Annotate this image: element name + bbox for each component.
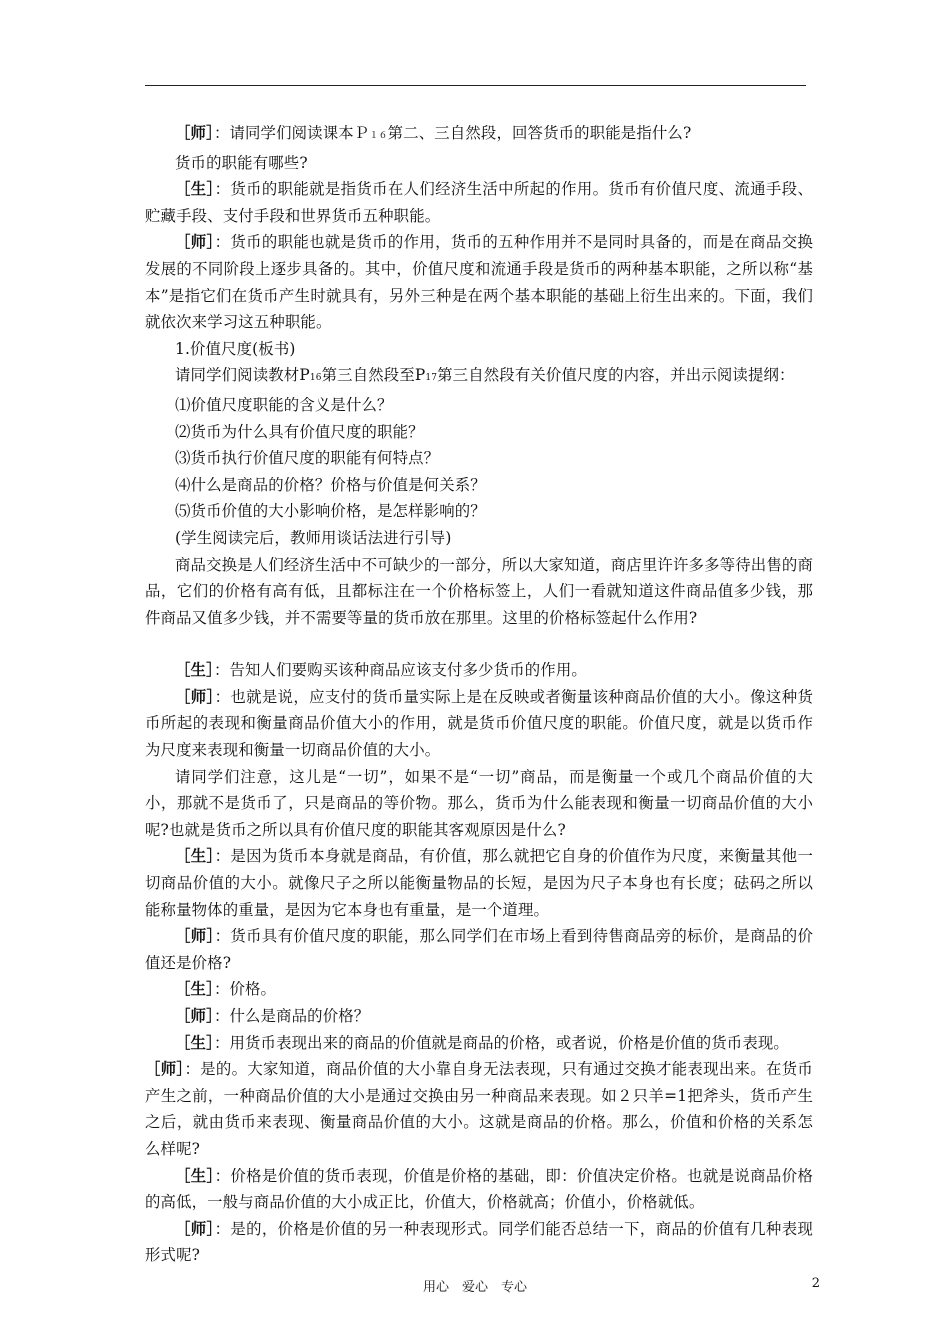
paragraph-text: ：用货币表现出来的商品的价值就是商品的价格，或者说，价格是价值的货币表现。 [213, 1033, 789, 1052]
paragraph-text: ：告知人们要购买该种商品应该支付多少货币的作用。 [213, 661, 587, 680]
page-subscript: 17 [425, 373, 438, 384]
paragraph [145, 843, 813, 923]
page-subscript: １６ [369, 131, 388, 141]
speaker-label: ［师］ [175, 1007, 214, 1025]
paragraph-text: ：是因为货币本身就是商品，有价值，那么就把它自身的价值作为尺度，来衡量其他一切商品价值的大小。就像尺子之所以能衡量物品的长短，是因为尺子本身也有长度；砝码之所以能称量物体的重量，是因为它本身也有重量，是一个道理。 [145, 847, 813, 919]
paragraph [145, 419, 813, 446]
speaker-label: ［师］ [175, 124, 214, 142]
paragraph [145, 120, 813, 150]
paragraph [145, 498, 813, 525]
paragraph-text: ⑷什么是商品的价格？价格与价值是何关系？ [175, 475, 486, 494]
paragraph-text: 第三自然段至P [321, 366, 426, 385]
paragraph [145, 176, 813, 229]
paragraph [145, 472, 813, 499]
paragraph [145, 1003, 813, 1030]
paragraph [145, 445, 813, 472]
document-body [145, 120, 813, 1269]
paragraph [145, 1056, 813, 1162]
paragraph [145, 1163, 813, 1216]
paragraph-text: 第二、三自然段，回答货币的职能是指什么? [387, 124, 692, 142]
speaker-label: ［生］ [175, 980, 214, 999]
speaker-label: ［师］ [175, 233, 215, 252]
paragraph-text: ：货币的职能就是指货币在人们经济生活中所起的作用。货币有价值尺度、流通手段、贮藏手段、支付手段和世界货币五种职能。 [145, 180, 813, 225]
paragraph-text: (学生阅读完后，教师用谈话法进行引导) [175, 528, 452, 547]
paragraph-text: ⑵货币为什么具有价值尺度的职能？ [175, 422, 424, 441]
paragraph [145, 362, 813, 392]
paragraph [145, 392, 813, 419]
paragraph [145, 229, 813, 335]
speaker-label: ［生］ [175, 661, 214, 680]
paragraph [145, 1216, 813, 1269]
paragraph [145, 764, 813, 844]
footer-motto: 用心 爱心 专心 [422, 1280, 527, 1295]
paragraph-text: 商品交换是人们经济生活中不可缺少的一部分，所以大家知道，商店里许许多多等待出售的商品，它们的价格有高有低，且都标注在一个价格标签上，人们一看就知道这件商品值多少钱，那件商品又值多少钱，并不需要等量的货币放在那里。这里的价格标签起什么作用? [145, 555, 813, 627]
page-subscript: 16 [309, 373, 322, 384]
page-footer [0, 1276, 950, 1296]
paragraph [145, 150, 813, 177]
speaker-label: ［师］ [175, 1219, 215, 1238]
speaker-label: ［师］ [175, 927, 215, 946]
paragraph [145, 976, 813, 1003]
paragraph [145, 657, 813, 684]
paragraph [145, 1030, 813, 1057]
paragraph-text: ⑶货币执行价值尺度的职能有何特点？ [175, 449, 440, 468]
paragraph-text: ：什么是商品的价格？ [213, 1007, 370, 1025]
paragraph [145, 336, 813, 363]
header-rule [145, 85, 806, 86]
speaker-label: ［生］ [175, 180, 215, 199]
page-number: 2 [811, 1276, 820, 1291]
paragraph-text: ：价格是价值的货币表现，价值是价格的基础，即：价值决定价格。也就是说商品价格的高低，一般与商品价值的大小成正比，价值大，价格就高；价值小，价格就低。 [145, 1166, 813, 1212]
paragraph-text: ：是的。大家知道，商品价值的大小靠自身无法表现，只有通过交换才能表现出来。在货币产生之前，一种商品价值的大小是通过交换由另一种商品来表现。如２只羊=1把斧头，货币产生之后，就由货币来表现、衡量商品价值的大小。这就是商品的价格。那么，价值和价格的关系怎么样呢? [145, 1060, 813, 1158]
paragraph-text: ：请同学们阅读课本Ｐ [213, 124, 370, 142]
paragraph-text: 请同学们阅读教材P [175, 366, 310, 385]
paragraph-text: ⑸货币价值的大小影响价格，是怎样影响的？ [175, 502, 486, 521]
paragraph-text: ：也就是说，应支付的货币量实际上是在反映或者衡量该种商品价值的大小。像这种货币所起的表现和衡量商品价值大小的作用，就是货币价值尺度的职能。价值尺度，就是以货币作为尺度来表现和衡量一切商品价值的大小。 [145, 687, 813, 760]
paragraph [145, 552, 813, 632]
speaker-label: ［生］ [175, 847, 215, 866]
paragraph-text: ：价格。 [213, 980, 277, 999]
paragraph-text: ：货币具有价值尺度的职能，那么同学们在市场上看到待售商品旁的标价，是商品的价值还是价格? [145, 927, 813, 972]
paragraph [145, 923, 813, 976]
paragraph-text: ：货币的职能也就是货币的作用，货币的五种作用并不是同时具备的，而是在商品交换发展的不同阶段上逐步具备的。其中，价值尺度和流通手段是货币的两种基本职能，之所以称“基本”是指它们在货币产生时就具有，另外三种是在两个基本职能的基础上衍生出来的。下面，我们就依次来学习这五种职能。 [145, 233, 813, 332]
speaker-label: ［生］ [175, 1033, 214, 1052]
paragraph-text: 1.价值尺度(板书) [175, 339, 296, 358]
paragraph-text: ⑴价值尺度职能的含义是什么？ [175, 395, 393, 414]
speaker-label: ［生］ [175, 1166, 215, 1185]
paragraph-gap [145, 631, 813, 657]
paragraph-text: 货币的职能有哪些? [175, 153, 308, 172]
paragraph-text: ：是的，价格是价值的另一种表现形式。同学们能否总结一下，商品的价值有几种表现形式呢? [145, 1219, 813, 1265]
paragraph-text: 请同学们注意，这儿是“一切”，如果不是“一切”商品，而是衡量一个或几个商品价值的大小，那就不是货币了，只是商品的等价物。那么，货币为什么能表现和衡量一切商品价值的大小呢?也就是货币之所以具有价值尺度的职能其客观原因是什么? [145, 767, 813, 839]
speaker-label: ［师］ [145, 1060, 185, 1079]
paragraph [145, 525, 813, 552]
paragraph [145, 684, 813, 764]
paragraph-text: 第三自然段有关价值尺度的内容，并出示阅读提纲： [437, 366, 795, 385]
speaker-label: ［师］ [175, 687, 215, 706]
